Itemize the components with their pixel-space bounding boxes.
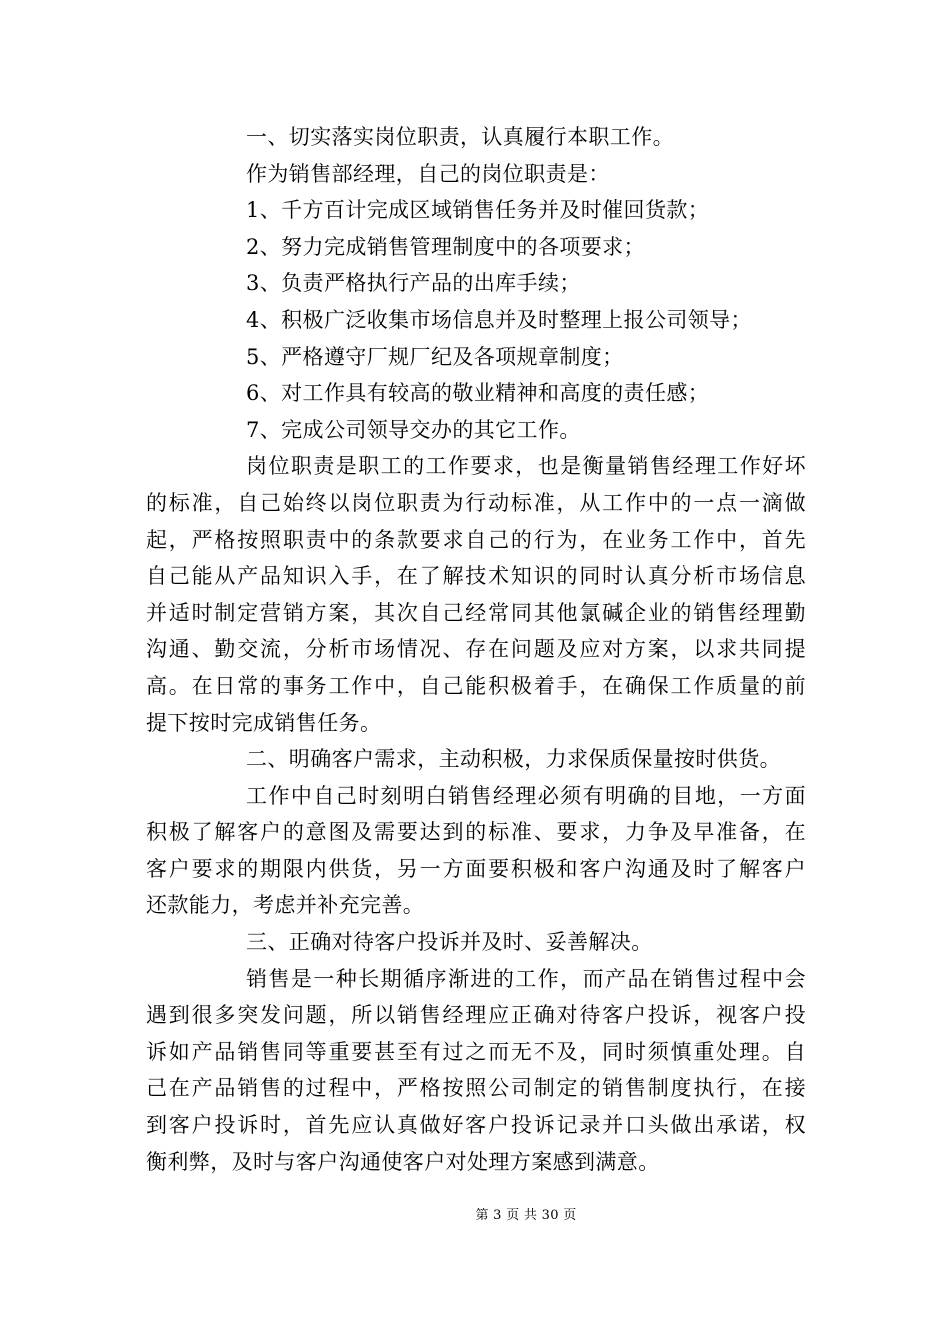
duty-item: 7、完成公司领导交办的其它工作。: [246, 417, 581, 442]
paragraph-line: 还款能力，考虑并补充完善。: [146, 893, 425, 918]
duty-item: 1、千方百计完成区域销售任务并及时催回货款；: [246, 198, 710, 223]
paragraph-line: 积极了解客户的意图及需要达到的标准、要求，力争及早准备，在: [146, 820, 806, 845]
section-1-paragraph: [146, 448, 806, 741]
paragraph-line: 遇到很多突发问题，所以销售经理应正确对待客户投诉，视客户投: [146, 1003, 806, 1028]
paragraph-line: 自己能从产品知识入手，在了解技术知识的同时认真分析市场信息: [146, 564, 806, 589]
paragraph-line: 己在产品销售的过程中，严格按照公司制定的销售制度执行，在接: [146, 1076, 806, 1101]
duty-item: 2、努力完成销售管理制度中的各项要求；: [246, 234, 645, 259]
paragraph-line: 岗位职责是职工的工作要求，也是衡量销售经理工作好坏: [246, 454, 806, 479]
section-2-paragraph: [146, 778, 806, 924]
paragraph-line: 起，严格按照职责中的条款要求自己的行为，在业务工作中，首先: [146, 527, 806, 552]
paragraph-line: 提下按时完成销售任务。: [146, 710, 382, 735]
paragraph-line: 诉如产品销售同等重要甚至有过之而无不及，同时须慎重处理。自: [146, 1039, 806, 1064]
paragraph-line: 工作中自己时刻明白销售经理必须有明确的目地，一方面: [246, 783, 806, 808]
document-body: [146, 119, 806, 1180]
page-number-footer: 第 3 页 共 30 页: [475, 1208, 577, 1223]
section-3-heading: 三、正确对待客户投诉并及时、妥善解决。: [246, 930, 653, 955]
duty-item: 5、严格遵守厂规厂纪及各项规章制度；: [246, 344, 624, 369]
section-2-heading: 二、明确客户需求，主动积极，力求保质保量按时供货。: [246, 747, 781, 772]
paragraph-line: 客户要求的期限内供货，另一方面要积极和客户沟通及时了解客户: [146, 856, 806, 881]
paragraph-line: 衡利弊，及时与客户沟通使客户对处理方案感到满意。: [146, 1149, 660, 1174]
paragraph-line: 到客户投诉时，首先应认真做好客户投诉记录并口头做出承诺，权: [146, 1113, 806, 1138]
duty-item: 3、负责严格执行产品的出库手续；: [246, 271, 581, 296]
section-1-heading: 一、切实落实岗位职责，认真履行本职工作。: [246, 125, 674, 149]
paragraph-line: 高。在日常的事务工作中，自己能积极着手，在确保工作质量的前: [146, 673, 806, 698]
paragraph-line: 销售是一种长期循序渐进的工作，而产品在销售过程中会: [246, 966, 806, 991]
section-3-paragraph: [146, 961, 806, 1181]
duty-item: 4、积极广泛收集市场信息并及时整理上报公司领导；: [246, 307, 752, 332]
duty-item: 6、对工作具有较高的敬业精神和高度的责任感；: [246, 381, 710, 406]
paragraph-line: 的标准，自己始终以岗位职责为行动标准，从工作中的一点一滴做: [146, 490, 806, 515]
paragraph-line: 并适时制定营销方案，其次自己经常同其他氯碱企业的销售经理勤: [146, 600, 806, 625]
section-1-intro: 作为销售部经理，自己的岗位职责是：: [246, 161, 610, 186]
paragraph-line: 沟通、勤交流，分析市场情况、存在问题及应对方案，以求共同提: [146, 637, 806, 662]
